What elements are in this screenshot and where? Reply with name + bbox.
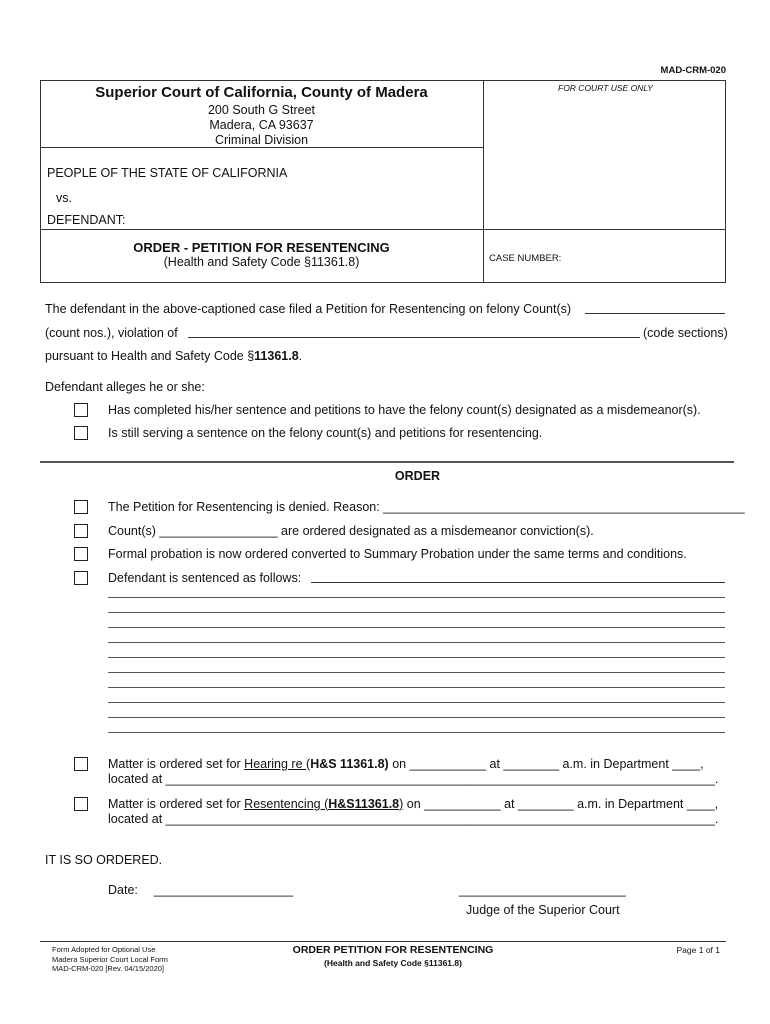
order-heading: ORDER bbox=[394, 469, 441, 483]
probation-checkbox[interactable] bbox=[74, 547, 88, 561]
designated-checkbox[interactable] bbox=[74, 524, 88, 538]
sentence-line[interactable] bbox=[108, 717, 725, 718]
counts-field[interactable] bbox=[585, 313, 725, 314]
court-block bbox=[40, 84, 483, 148]
caption-divider bbox=[483, 80, 484, 283]
denied-checkbox[interactable] bbox=[74, 500, 88, 514]
sentenced-checkbox[interactable] bbox=[74, 571, 88, 585]
resentencing-checkbox[interactable] bbox=[74, 797, 88, 811]
hearing-text bbox=[108, 757, 704, 772]
date-label: Date: bbox=[108, 883, 138, 897]
resentencing-text bbox=[108, 797, 718, 812]
hearing-paren: ( bbox=[306, 757, 311, 771]
sentence-line[interactable] bbox=[108, 657, 725, 658]
footer-title-block bbox=[240, 944, 546, 968]
page-number: Page 1 of 1 bbox=[676, 945, 720, 955]
resentencing-code: H&S11361.8 bbox=[328, 797, 400, 811]
violation-field[interactable] bbox=[188, 337, 640, 338]
section-divider bbox=[40, 461, 734, 463]
so-ordered: IT IS SO ORDERED. bbox=[45, 853, 163, 867]
completed-sentence-text: Has completed his/her sentence and petitions to have the felony count(s) designated as a misdemeanor(s). bbox=[108, 403, 701, 417]
intro-code: 11361.8 bbox=[254, 349, 299, 363]
court-division: Criminal Division bbox=[214, 133, 309, 147]
denied-text: The Petition for Resentencing is denied. Reason: ____________________________________________________ bbox=[108, 500, 745, 514]
resentencing-text-a: Matter is ordered set for bbox=[108, 797, 245, 811]
order-title-sub: (Health and Safety Code §11361.8) bbox=[163, 255, 360, 269]
sentence-line[interactable] bbox=[108, 732, 725, 733]
intro-line3-a: pursuant to Health and Safety Code § bbox=[45, 349, 255, 363]
hearing-text-a: Matter is ordered set for bbox=[108, 757, 245, 771]
form-id: MAD-CRM-020 bbox=[660, 65, 726, 76]
order-title-main: ORDER - PETITION FOR RESENTENCING bbox=[133, 240, 390, 255]
intro-line1: The defendant in the above-captioned case filed a Petition for Resentencing on felony Count(s) bbox=[45, 302, 572, 316]
date-field[interactable]: ____________________ bbox=[154, 883, 294, 897]
intro-period: . bbox=[298, 349, 303, 363]
sentence-line[interactable] bbox=[108, 597, 725, 598]
probation-text: Formal probation is now ordered converted to Summary Probation under the same terms and conditions. bbox=[108, 547, 687, 561]
court-address2: Madera, CA 93637 bbox=[209, 118, 314, 132]
sentence-line[interactable] bbox=[108, 627, 725, 628]
sentence-line[interactable] bbox=[108, 687, 725, 688]
still-serving-checkbox[interactable] bbox=[74, 426, 88, 440]
court-use-label: FOR COURT USE ONLY bbox=[558, 83, 653, 93]
still-serving-text: Is still serving a sentence on the felony count(s) and petitions for resentencing. bbox=[108, 426, 543, 440]
intro-line3 bbox=[45, 349, 302, 364]
sentence-line[interactable] bbox=[108, 702, 725, 703]
footer-left1: Form Adopted for Optional Use bbox=[52, 945, 156, 954]
defendant-label: DEFENDANT: bbox=[47, 213, 126, 227]
case-number-label: CASE NUMBER: bbox=[489, 253, 562, 264]
vs-label: vs. bbox=[56, 191, 72, 205]
resentencing-link: Resentencing ( bbox=[244, 797, 329, 811]
plaintiff: PEOPLE OF THE STATE OF CALIFORNIA bbox=[47, 166, 288, 180]
hearing-checkbox[interactable] bbox=[74, 757, 88, 771]
sentence-line[interactable] bbox=[108, 672, 725, 673]
footer-left2: Madera Superior Court Local Form bbox=[52, 954, 168, 964]
intro-line2: (count nos.), violation of bbox=[45, 326, 178, 340]
defendant-field[interactable] bbox=[130, 212, 480, 227]
footer-title: ORDER PETITION FOR RESENTENCING bbox=[292, 944, 494, 956]
footer-left bbox=[52, 945, 168, 974]
hearing-text-c: on ___________ at ________ a.m. in Department ____, bbox=[388, 757, 704, 771]
alleges-label: Defendant alleges he or she: bbox=[45, 380, 205, 394]
caption-rule bbox=[40, 229, 726, 230]
sentence-line[interactable] bbox=[108, 612, 725, 613]
footer-rule bbox=[40, 941, 726, 942]
sentence-field[interactable] bbox=[311, 582, 725, 583]
sentence-line[interactable] bbox=[108, 642, 725, 643]
resentencing-text-c: on ___________ at ________ a.m. in Department ____, bbox=[403, 797, 719, 811]
hearing-code: H&S 11361.8) bbox=[310, 757, 389, 771]
completed-sentence-checkbox[interactable] bbox=[74, 403, 88, 417]
designated-text: Count(s) _________________ are ordered designated as a misdemeanor conviction(s). bbox=[108, 524, 594, 538]
case-number-field[interactable] bbox=[570, 248, 720, 266]
resentencing-located: located at _______________________________________________________________________________. bbox=[108, 812, 719, 826]
sentenced-text: Defendant is sentenced as follows: bbox=[108, 571, 302, 585]
hearing-located: located at _______________________________________________________________________________. bbox=[108, 772, 719, 786]
code-sections-label: (code sections) bbox=[643, 326, 728, 340]
hearing-link: Hearing re bbox=[244, 757, 307, 771]
judge-signature-field[interactable]: ________________________ bbox=[459, 883, 626, 897]
court-address1: 200 South G Street bbox=[207, 103, 315, 117]
judge-label: Judge of the Superior Court bbox=[466, 903, 620, 917]
footer-left3: MAD-CRM-020 [Rev. 04/15/2020] bbox=[52, 964, 164, 973]
resentencing-paren: ) bbox=[399, 797, 404, 811]
order-title bbox=[40, 240, 483, 270]
footer-subtitle: (Health and Safety Code §11361.8) bbox=[324, 958, 462, 968]
court-name: Superior Court of California, County of Madera bbox=[95, 84, 428, 101]
